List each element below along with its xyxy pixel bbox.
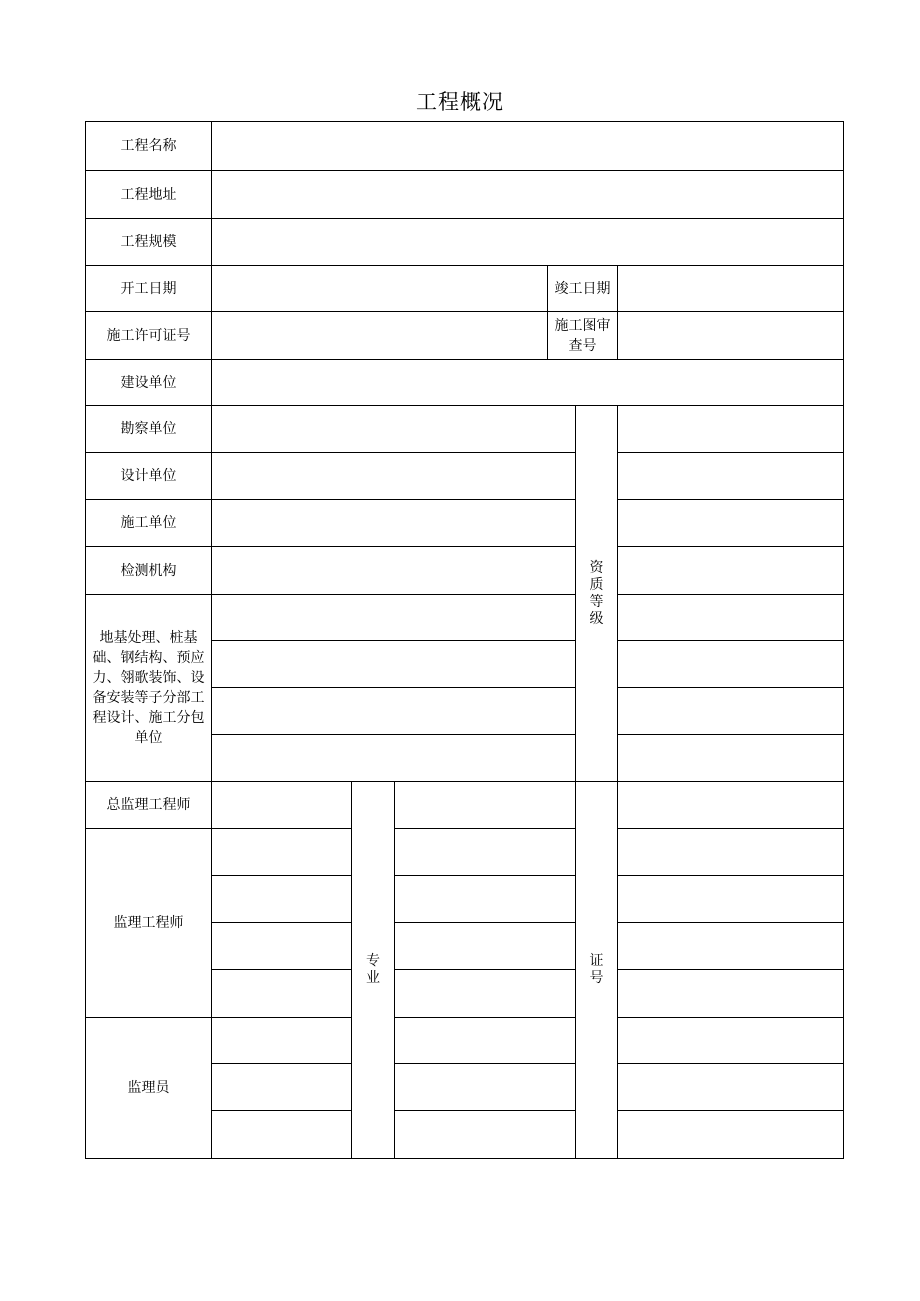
supervisor-engineer-name-field[interactable] (212, 923, 352, 970)
specialty-text: 专业 (366, 953, 380, 986)
specialty-label (352, 782, 395, 1159)
subcontract-grade-field[interactable] (618, 688, 844, 735)
design-unit-field[interactable] (212, 453, 576, 500)
qualification-grade-label (576, 406, 618, 782)
builder-unit-label: 施工单位 (86, 500, 212, 547)
chief-supervisor-label: 总监理工程师 (86, 782, 212, 829)
project-scale-field[interactable] (212, 219, 844, 266)
subcontract-unit-field[interactable] (212, 641, 576, 688)
supervisor-engineer-cert-field[interactable] (618, 970, 844, 1018)
testing-agency-grade-field[interactable] (618, 547, 844, 595)
design-unit-grade-field[interactable] (618, 453, 844, 500)
page-title: 工程概况 (416, 90, 504, 114)
supervisor-engineer-cert-field[interactable] (618, 923, 844, 970)
chief-supervisor-name-field[interactable] (212, 782, 352, 829)
qualification-grade-text: 资质等级 (589, 559, 604, 627)
project-name-field[interactable] (212, 122, 844, 171)
supervisor-engineer-name-field[interactable] (212, 876, 352, 923)
start-date-label: 开工日期 (86, 266, 212, 312)
permit-no-field[interactable] (212, 312, 548, 360)
supervisor-engineer-specialty-field[interactable] (395, 923, 576, 970)
project-address-field[interactable] (212, 171, 844, 219)
supervisor-specialty-field[interactable] (395, 1018, 576, 1064)
project-overview-table (85, 121, 844, 1159)
design-unit-label: 设计单位 (86, 453, 212, 500)
subcontract-unit-field[interactable] (212, 735, 576, 782)
supervisor-label: 监理员 (86, 1018, 212, 1159)
drawing-review-no-label: 施工图审查号 (548, 312, 618, 360)
survey-unit-field[interactable] (212, 406, 576, 453)
testing-agency-label: 检测机构 (86, 547, 212, 595)
supervisor-engineer-specialty-field[interactable] (395, 970, 576, 1018)
subcontract-grade-field[interactable] (618, 735, 844, 782)
permit-no-label: 施工许可证号 (86, 312, 212, 360)
supervisor-name-field[interactable] (212, 1111, 352, 1159)
survey-unit-label: 勘察单位 (86, 406, 212, 453)
supervisor-cert-field[interactable] (618, 1111, 844, 1159)
testing-agency-field[interactable] (212, 547, 576, 595)
survey-unit-grade-field[interactable] (618, 406, 844, 453)
start-date-field[interactable] (212, 266, 548, 312)
chief-supervisor-specialty-field[interactable] (395, 782, 576, 829)
supervisor-name-field[interactable] (212, 1018, 352, 1064)
builder-unit-grade-field[interactable] (618, 500, 844, 547)
completion-date-label: 竣工日期 (548, 266, 618, 312)
construction-unit-field[interactable] (212, 360, 844, 406)
construction-unit-label: 建设单位 (86, 360, 212, 406)
project-name-label: 工程名称 (86, 122, 212, 171)
supervisor-cert-field[interactable] (618, 1064, 844, 1111)
supervisor-engineer-name-field[interactable] (212, 829, 352, 876)
supervisor-cert-field[interactable] (618, 1018, 844, 1064)
supervisor-engineer-label: 监理工程师 (86, 829, 212, 1018)
supervisor-name-field[interactable] (212, 1064, 352, 1111)
subcontract-grade-field[interactable] (618, 595, 844, 641)
project-scale-label: 工程规模 (86, 219, 212, 266)
supervisor-engineer-specialty-field[interactable] (395, 876, 576, 923)
certificate-no-text: 证号 (589, 953, 604, 986)
supervisor-engineer-name-field[interactable] (212, 970, 352, 1018)
supervisor-specialty-field[interactable] (395, 1111, 576, 1159)
supervisor-engineer-cert-field[interactable] (618, 876, 844, 923)
subcontract-units-label: 地基处理、桩基础、钢结构、预应力、翎歌装饰、设备安装等子分部工程设计、施工分包单位 (86, 595, 212, 782)
chief-supervisor-cert-field[interactable] (618, 782, 844, 829)
completion-date-field[interactable] (618, 266, 844, 312)
subcontract-unit-field[interactable] (212, 595, 576, 641)
builder-unit-field[interactable] (212, 500, 576, 547)
subcontract-unit-field[interactable] (212, 688, 576, 735)
supervisor-specialty-field[interactable] (395, 1064, 576, 1111)
drawing-review-no-field[interactable] (618, 312, 844, 360)
supervisor-engineer-specialty-field[interactable] (395, 829, 576, 876)
subcontract-grade-field[interactable] (618, 641, 844, 688)
project-address-label: 工程地址 (86, 171, 212, 219)
certificate-no-label (576, 782, 618, 1159)
supervisor-engineer-cert-field[interactable] (618, 829, 844, 876)
